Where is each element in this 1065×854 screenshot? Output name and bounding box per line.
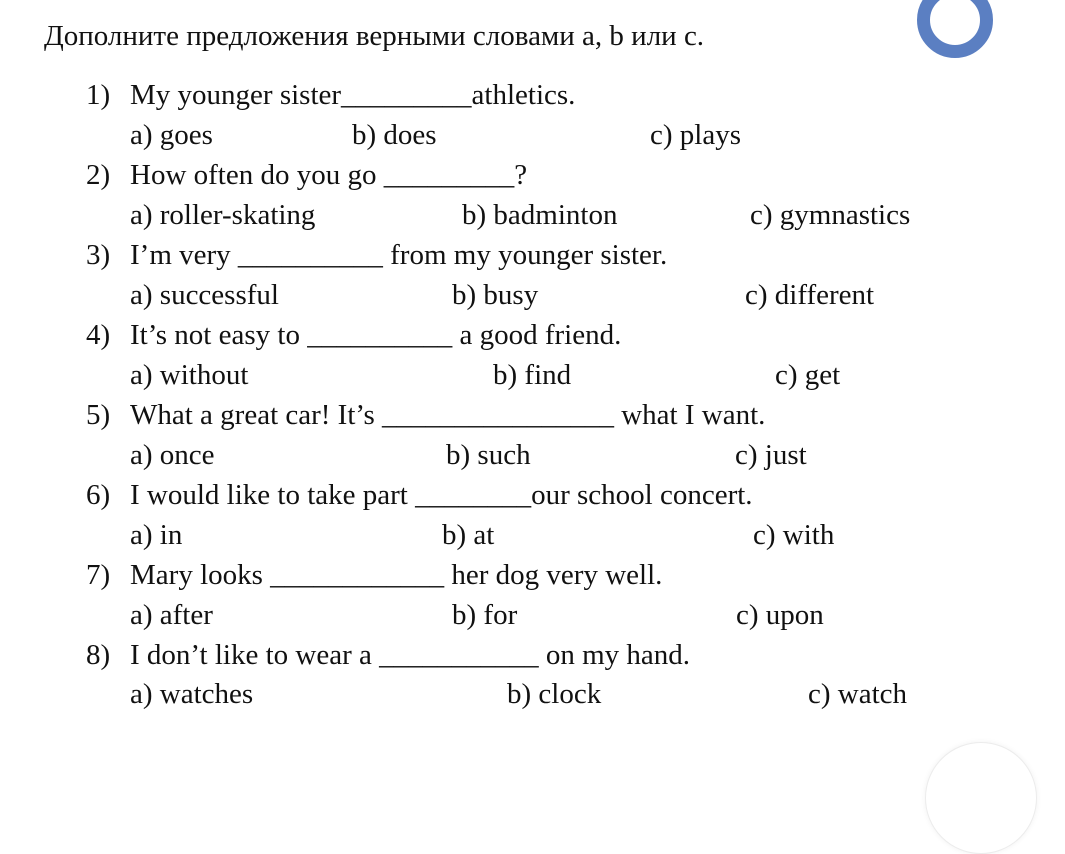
option-c: c) watch xyxy=(808,678,908,710)
option-a: a) after xyxy=(130,599,213,631)
question-number: 7) xyxy=(86,559,111,591)
option-a: a) goes xyxy=(130,119,213,151)
option-c: c) just xyxy=(735,439,807,471)
question-number: 3) xyxy=(86,239,111,271)
question-number: 1) xyxy=(86,79,111,111)
option-a: a) successful xyxy=(130,279,279,311)
option-b: b) does xyxy=(352,119,437,151)
option-c: c) gymnastics xyxy=(750,199,911,231)
question-text: What a great car! It’s ________________ what I want. xyxy=(130,399,766,431)
blue-ring-icon xyxy=(917,0,993,58)
option-b: b) busy xyxy=(452,279,539,311)
option-c: c) plays xyxy=(650,119,741,151)
question-text: It’s not easy to __________ a good friend. xyxy=(130,319,622,351)
question-text: I would like to take part ________our school concert. xyxy=(130,479,753,511)
question-text: I’m very __________ from my younger sister. xyxy=(130,239,668,271)
question-number: 6) xyxy=(86,479,111,511)
option-b: b) badminton xyxy=(462,199,618,231)
question-text: How often do you go _________? xyxy=(130,159,528,191)
option-c: c) get xyxy=(775,359,841,391)
question-text: I don’t like to wear a ___________ on my hand. xyxy=(130,639,691,671)
instruction-heading: Дополните предложения верными словами a, b или c. xyxy=(44,20,705,52)
option-a: a) in xyxy=(130,519,183,551)
question-text: Mary looks ____________ her dog very well. xyxy=(130,559,663,591)
option-b: b) find xyxy=(493,359,572,391)
option-a: a) watches xyxy=(130,678,254,710)
option-b: b) at xyxy=(442,519,495,551)
question-number: 2) xyxy=(86,159,111,191)
circle-button-icon xyxy=(925,742,1037,854)
option-b: b) such xyxy=(446,439,531,471)
question-number: 4) xyxy=(86,319,111,351)
question-text: My younger sister_________athletics. xyxy=(130,79,576,111)
option-b: b) for xyxy=(452,599,518,631)
option-c: c) upon xyxy=(736,599,824,631)
question-number: 5) xyxy=(86,399,111,431)
option-b: b) clock xyxy=(507,678,602,710)
option-c: c) different xyxy=(745,279,875,311)
option-c: c) with xyxy=(753,519,835,551)
option-a: a) roller-skating xyxy=(130,199,316,231)
question-number: 8) xyxy=(86,639,111,671)
option-a: a) without xyxy=(130,359,249,391)
option-a: a) once xyxy=(130,439,215,471)
